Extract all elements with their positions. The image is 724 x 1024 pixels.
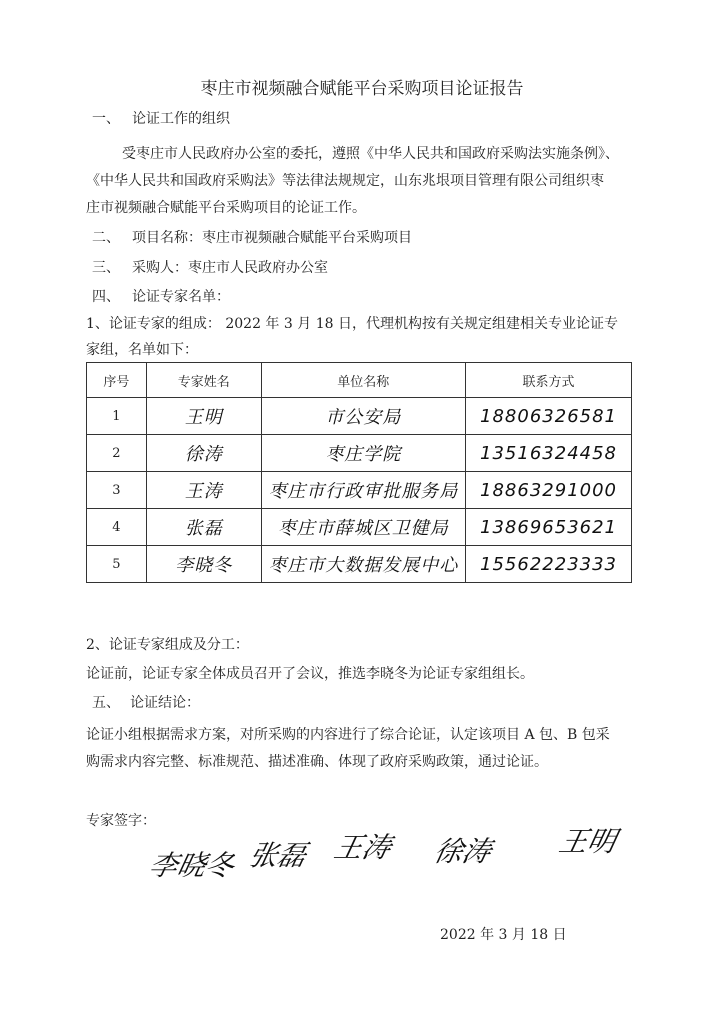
section1-heading: 论证工作的组织	[132, 111, 230, 127]
expert-name: 王涛	[146, 472, 261, 509]
row-index: 5	[87, 546, 147, 583]
section3-num: 三、	[92, 260, 120, 276]
composition-line2: 家组，名单如下：	[86, 342, 198, 358]
section4-num: 四、	[92, 289, 120, 305]
conclusion-line2: 购需求内容完整、标准规范、描述准确、体现了政府采购政策，通过论证。	[86, 754, 548, 770]
expert-contact: 13869653621	[466, 509, 632, 546]
expert-name: 徐涛	[146, 435, 261, 472]
signature: 王涛	[331, 831, 395, 864]
signature-area	[146, 820, 710, 890]
division-heading: 2、论证专家组成及分工：	[86, 637, 249, 653]
header-index: 序号	[87, 363, 147, 398]
report-title: 枣庄市视频融合赋能平台采购项目论证报告	[200, 79, 524, 99]
row-index: 3	[87, 472, 147, 509]
table-row	[87, 472, 632, 509]
expert-contact: 13516324458	[466, 435, 632, 472]
expert-contact: 18806326581	[466, 398, 632, 435]
expert-name: 李晓冬	[146, 546, 261, 583]
expert-name: 王明	[146, 398, 261, 435]
expert-unit: 市公安局	[261, 398, 465, 435]
header-name: 专家姓名	[146, 363, 261, 398]
expert-contact: 18863291000	[466, 472, 632, 509]
section2-num: 二、	[92, 230, 120, 246]
conclusion-heading: 论证结论：	[130, 695, 200, 711]
report-date: 2022 年 3 月 18 日	[440, 927, 567, 943]
section5-num: 五、	[92, 695, 120, 711]
table-row	[87, 398, 632, 435]
expert-unit: 枣庄市大数据发展中心	[261, 546, 465, 583]
signature: 李晓冬	[146, 849, 238, 882]
section1-body-line2: 《中华人民共和国政府采购法》等法律法规规定，山东兆垠项目管理有限公司组织枣	[86, 173, 604, 189]
row-index: 1	[87, 398, 147, 435]
expert-contact: 15562223333	[466, 546, 632, 583]
signature-label: 专家签字：	[86, 813, 156, 829]
section1-num: 一、	[92, 111, 120, 127]
composition-line1: 1、论证专家的组成： 2022 年 3 月 18 日，代理机构按有关规定组建相关专业论证专	[86, 316, 618, 332]
signature: 王明	[556, 825, 620, 858]
division-text: 论证前，论证专家全体成员召开了会议，推选李晓冬为论证专家组组长。	[86, 666, 534, 682]
expert-list-heading: 论证专家名单：	[132, 289, 230, 305]
expert-unit: 枣庄市行政审批服务局	[261, 472, 465, 509]
signature: 徐涛	[431, 835, 495, 868]
expert-unit: 枣庄学院	[261, 435, 465, 472]
conclusion-line1: 论证小组根据需求方案，对所采购的内容进行了综合论证，认定该项目 A 包、B 包采	[86, 727, 610, 743]
expert-name: 张磊	[146, 509, 261, 546]
header-unit: 单位名称	[261, 363, 465, 398]
purchaser: 采购人：枣庄市人民政府办公室	[132, 260, 328, 276]
table-row	[87, 546, 632, 583]
header-contact: 联系方式	[466, 363, 632, 398]
section1-body-line3: 庄市视频融合赋能平台采购项目的论证工作。	[86, 200, 366, 216]
project-name: 项目名称：枣庄市视频融合赋能平台采购项目	[132, 230, 412, 246]
table-row	[87, 509, 632, 546]
signature: 张磊	[246, 839, 310, 872]
row-index: 2	[87, 435, 147, 472]
section1-body-line1: 受枣庄市人民政府办公室的委托，遵照《中华人民共和国政府采购法实施条例》、	[122, 146, 619, 162]
expert-unit: 枣庄市薛城区卫健局	[261, 509, 465, 546]
row-index: 4	[87, 509, 147, 546]
table-row	[87, 435, 632, 472]
expert-table	[86, 362, 632, 583]
table-header-row	[87, 363, 632, 398]
